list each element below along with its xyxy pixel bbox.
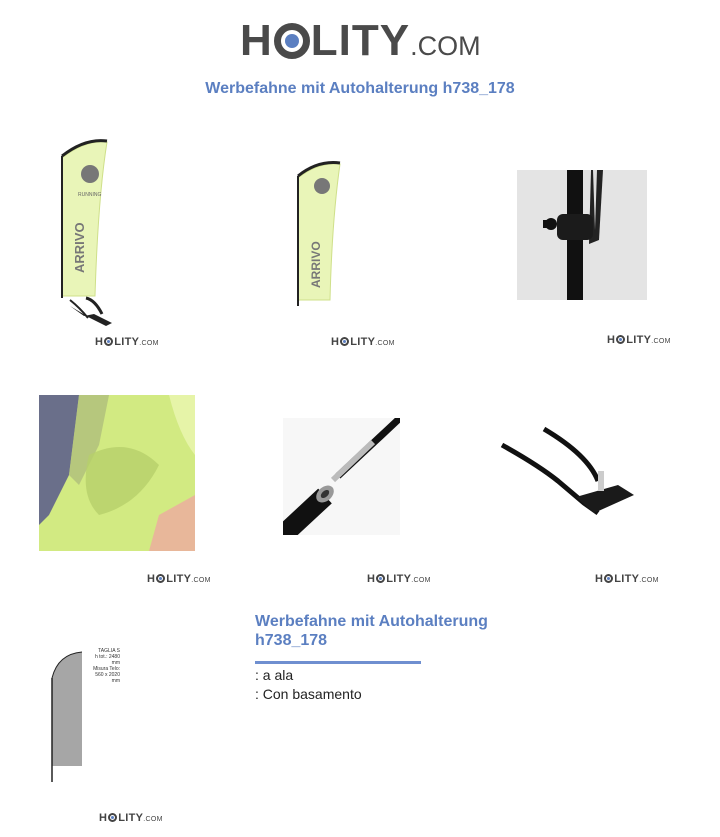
feature-item: : Con basamento xyxy=(255,686,362,702)
product-title: Werbefahne mit Autohalterung h738_178 xyxy=(255,613,488,649)
title-divider xyxy=(255,661,421,664)
banner-text: ARRIVO xyxy=(72,222,87,273)
page-title: Werbefahne mit Autohalterung h738_178 xyxy=(205,80,515,97)
product-image-fabric-detail[interactable] xyxy=(39,395,195,551)
watermark-logo: H LITY.COM xyxy=(595,573,659,585)
svg-text:ARRIVO: ARRIVO xyxy=(309,241,323,288)
site-logo[interactable] xyxy=(240,16,481,68)
logo-text: LITY xyxy=(310,16,411,65)
logo-o-icon xyxy=(274,23,310,59)
watermark-logo: H LITY.COM xyxy=(147,573,211,585)
product-image-pole-connector[interactable] xyxy=(283,418,400,535)
feature-item: : a ala xyxy=(255,667,294,683)
logo-letter-h: H xyxy=(240,16,273,65)
watermark-logo: H LITY.COM xyxy=(607,334,671,346)
watermark-logo: H LITY.COM xyxy=(331,336,395,348)
watermark-logo: H LITY.COM xyxy=(99,812,163,824)
size-spec-text: TAGLIA S h tot.: 2480 mm Misura Telo: 560 x 2020 mm xyxy=(93,648,120,684)
product-image-flag[interactable] xyxy=(290,160,360,310)
product-image-flag-with-base[interactable] xyxy=(40,138,170,333)
watermark-logo: H LITY.COM xyxy=(95,336,159,348)
svg-text:RUNNING: RUNNING xyxy=(78,192,102,198)
product-image-car-mount[interactable] xyxy=(498,425,638,520)
watermark-logo: H LITY.COM xyxy=(367,573,431,585)
logo-com: .COM xyxy=(410,31,481,61)
product-image-pole-clamp[interactable] xyxy=(517,170,647,300)
